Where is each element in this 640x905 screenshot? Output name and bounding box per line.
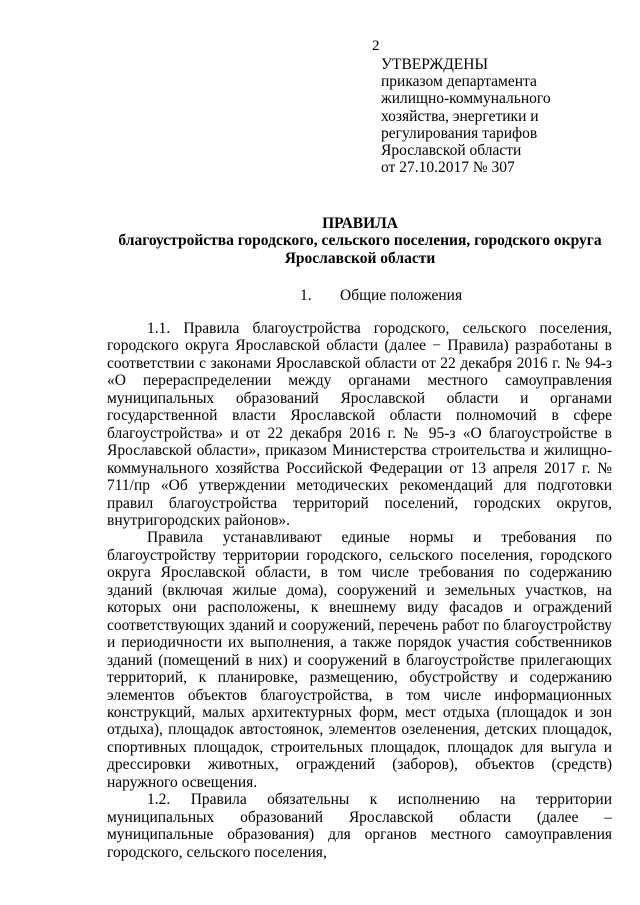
title-main: ПРАВИЛА: [322, 215, 398, 232]
title-subtitle-line: Ярославской области: [284, 249, 436, 267]
approval-line: хозяйства, энергетики и: [381, 107, 539, 125]
section-number: 1.: [300, 287, 312, 304]
approval-line: жилищно-коммунального: [381, 90, 551, 108]
approval-line: от 27.10.2017 № 307: [381, 159, 515, 177]
approval-stamp: [381, 56, 621, 176]
page-number: 2: [372, 38, 380, 54]
approval-line: УТВЕРЖДЕНЫ: [381, 56, 488, 73]
paragraph: 1.2. Правила обязательны к исполнению на территории муниципальных образований Ярославской области (далее – муниципальные образования) для органов местного самоуправления городского, сельского поселения,: [107, 791, 612, 861]
paragraph: 1.1. Правила благоустройства городского, сельского поселения, городского округа Ярославской области (далее − Правила) разработаны в соответствии с законами Ярославской области от 22 декабря 2016 г. № 94-з «О перераспределении между органами местного самоуправления муниципальных образований Ярославской области и органами государственной власти Ярославской области полномочий в сфере благоустройства» и от 22 декабря 2016 г. № 95-з «О благоустройстве в Ярославской области», приказом Министерства строительства и жилищно-коммунального хозяйства Российской Федерации от 13 апреля 2017 г. № 711/пр «Об утверждении методических рекомендаций для подготовки правил благоустройства территорий поселений, городских округов, внутригородских районов».: [107, 320, 612, 529]
approval-line: регулирования тарифов: [381, 124, 538, 142]
paragraph: Правила устанавливают единые нормы и требования по благоустройству территории городского, сельского поселения, городского округа Ярославской области, в том числе требования по содержанию зданий (включая жилые дома), сооружений и земельных участков, на которых они расположены, к внешнему виду фасадов и ограждений соответствующих зданий и сооружений, перечень работ по благоустройству и периодичности их выполнения, а также порядок участия собственников зданий (помещений в них) и сооружений в благоустройстве прилегающих территорий, к планировке, размещению, обустройству и содержанию элементов объектов благоустройства, в том числе информационных конструкций, малых архитектурных форм, мест отдыха (площадок и зон отдыха), площадок автостоянок, элементов озеленения, детских площадок, спортивных площадок, строительных площадок, площадок для выгула и дрессировки животных, ограждений (заборов), объектов (средств) наружного освещения.: [107, 529, 612, 791]
body-text: [107, 320, 612, 861]
document-title: [90, 215, 630, 267]
section-title: Общие положения: [340, 287, 463, 304]
title-subtitle-line: благоустройства городского, сельского поселения, городского округа: [118, 232, 602, 250]
approval-line: Ярославской области: [381, 142, 522, 160]
section-heading: [300, 287, 462, 304]
approval-line: приказом департамента: [381, 73, 537, 91]
